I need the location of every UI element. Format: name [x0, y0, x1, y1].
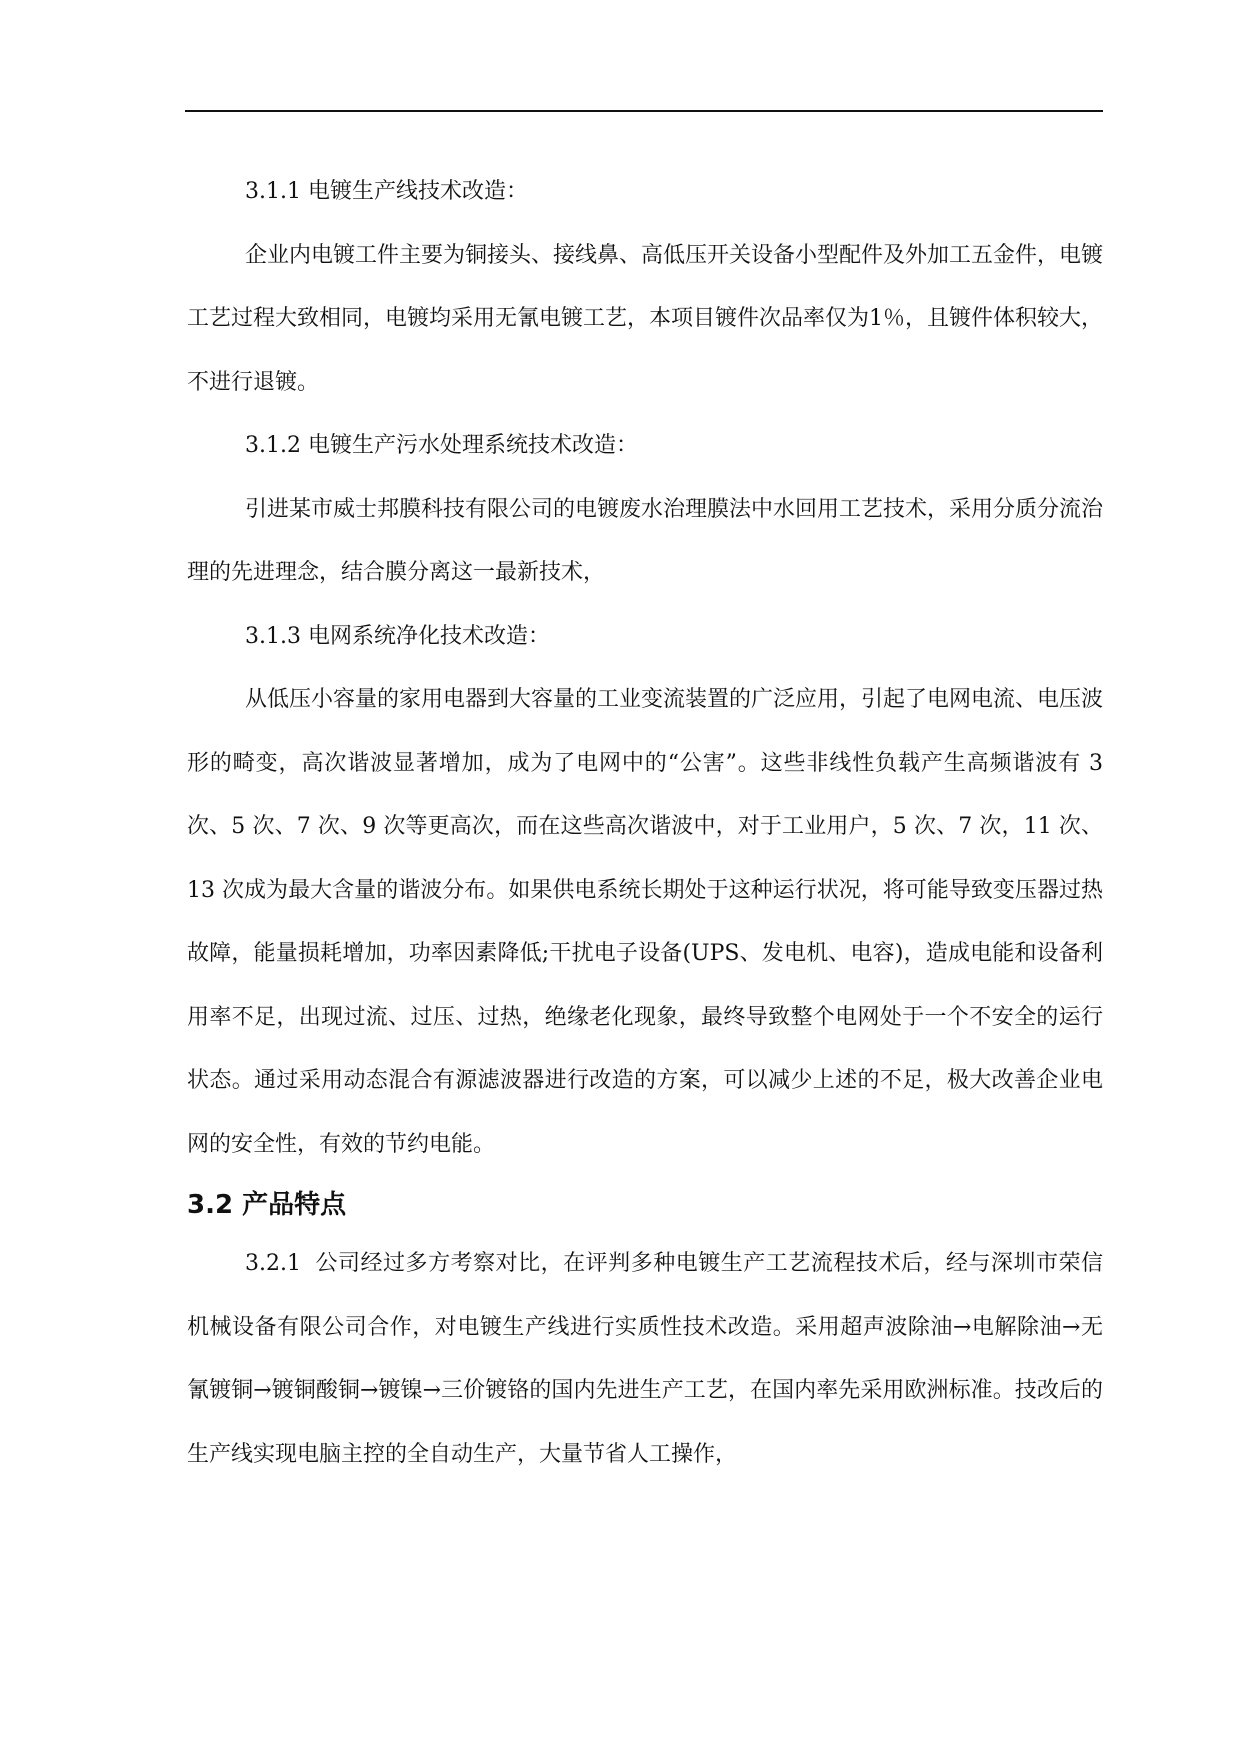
paragraph-3-1-3: 从低压小容量的家用电器到大容量的工业变流装置的广泛应用，引起了电网电流、电压波形的畸变，高次谐波显著增加，成为了电网中的“公害”。这些非线性负载产生高频谐波有 3 次、5 次、7 次、9 次等更高次，而在这些高次谐波中，对于工业用户，5 次、7 次，11 次、13 次成为最大含量的谐波分布。如果供电系统长期处于这种运行状况，将可能导致变压器过热故障，能量损耗增加，功率因素降低;干扰电子设备(UPS、发电机、电容)，造成电能和设备利用率不足，出现过流、过压、过热，绝缘老化现象，最终导致整个电网处于一个不安全的运行状态。通过采用动态混合有源滤波器进行改造的方案，可以减少上述的不足，极大改善企业电网的安全性，有效的节约电能。 [187, 687, 1104, 1157]
section-heading-3-2: 3.2 产品特点 [187, 1190, 347, 1220]
subsection-title-3-1-2: 3.1.2 电镀生产污水处理系统技术改造： [245, 433, 638, 458]
paragraph-number: 3.2.1 [245, 1251, 301, 1276]
header-rule [185, 110, 1103, 112]
document-body [187, 160, 1103, 1486]
paragraph-3-1-1: 企业内电镀工件主要为铜接头、接线鼻、高低压开关设备小型配件及外加工五金件，电镀工艺过程大致相同，电镀均采用无氰电镀工艺，本项目镀件次品率仅为1％，且镀件体积较大，不进行退镀。 [187, 242, 1104, 395]
paragraph-3-1-2: 引进某市威士邦膜科技有限公司的电镀废水治理膜法中水回用工艺技术，采用分质分流治理的先进理念，结合膜分离这一最新技术， [187, 496, 1104, 585]
subsection-title-3-1-1: 3.1.1 电镀生产线技术改造： [245, 179, 528, 204]
subsection-title-3-1-3: 3.1.3 电网系统净化技术改造： [245, 623, 550, 649]
paragraph-3-2-1 [187, 1232, 1103, 1486]
paragraph-text: 公司经过多方考察对比，在评判多种电镀生产工艺流程技术后，经与深圳市荣信机械设备有限公司合作，对电镀生产线进行实质性技术改造。采用超声波除油→电解除油→无氰镀铜→镀铜酸铜→镀镍→三价镀铬的国内先进生产工艺，在国内率先采用欧洲标准。技改后的生产线实现电脑主控的全自动生产，大量节省人工操作， [187, 1251, 1103, 1467]
